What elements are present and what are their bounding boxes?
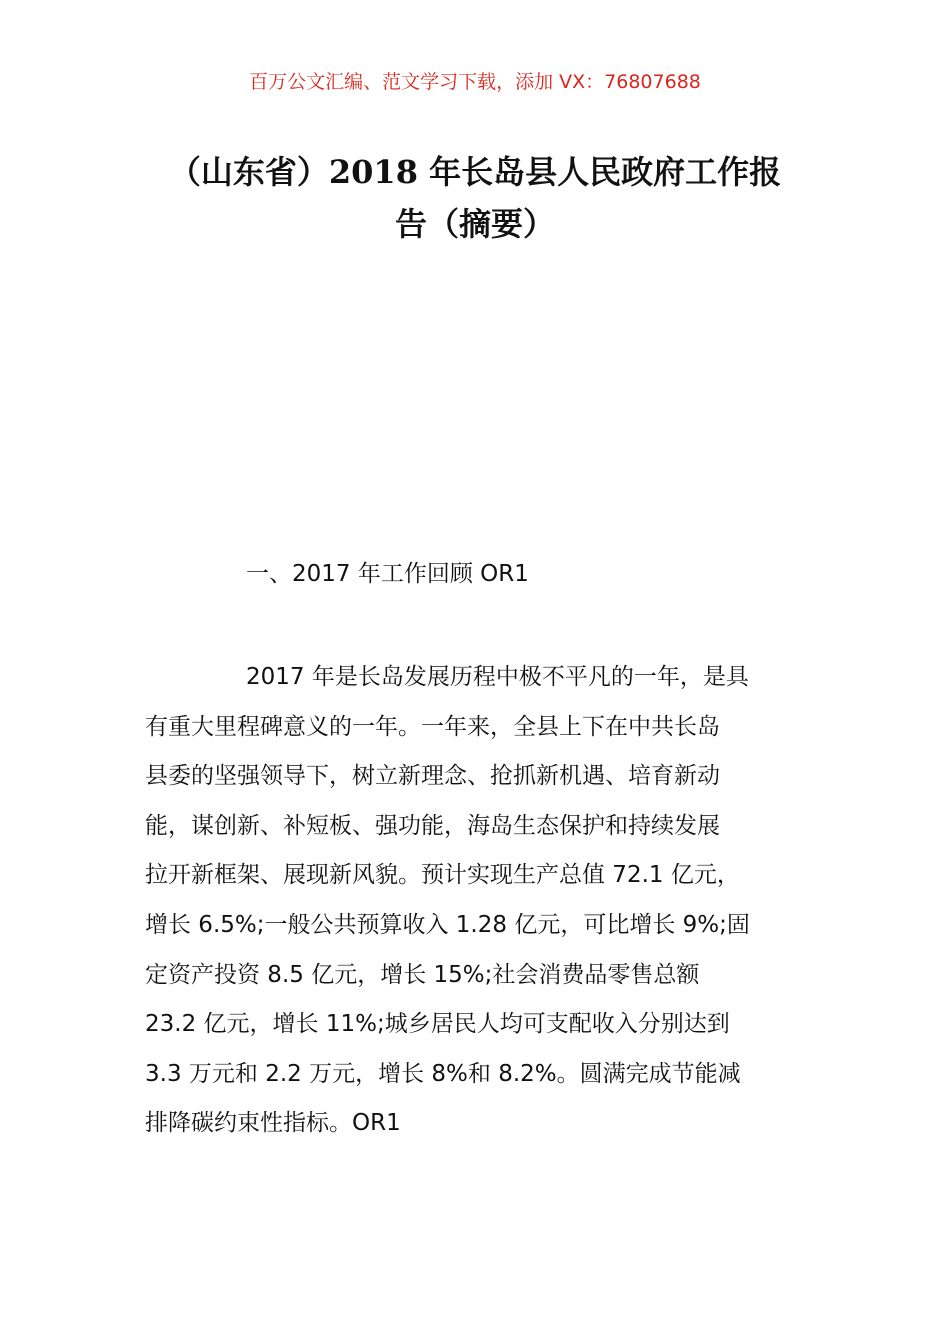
paragraph-line: 3.3 万元和 2.2 万元，增长 8%和 8.2%。圆满完成节能减 xyxy=(145,1060,741,1087)
download-notice: 百万公文汇编、范文学习下载，添加 VX：76807688 xyxy=(249,71,701,93)
paragraph-line: 县委的坚强领导下，树立新理念、抢抓新机遇、培育新动 xyxy=(145,763,720,790)
paragraph-line: 能，谋创新、补短板、强功能，海岛生态保护和持续发展 xyxy=(145,812,720,839)
paragraph-line: 2017 年是长岛发展历程中极不平凡的一年，是具 xyxy=(246,664,749,690)
paragraph-line: 定资产投资 8.5 亿元，增长 15%;社会消费品零售总额 xyxy=(145,961,700,988)
paragraph-line: 排降碳约束性指标。OR1 xyxy=(145,1110,401,1137)
paragraph-line: 有重大里程碑意义的一年。一年来，全县上下在中共长岛 xyxy=(145,713,720,740)
document-title xyxy=(120,146,830,250)
section-heading: 一、2017 年工作回顾 OR1 xyxy=(246,561,529,587)
title-line: 告（摘要） xyxy=(394,205,555,243)
title-line: （山东省）2018 年长岛县人民政府工作报 xyxy=(168,153,782,191)
body-paragraph xyxy=(145,653,810,1149)
paragraph-line: 增长 6.5%;一般公共预算收入 1.28 亿元，可比增长 9%;固 xyxy=(145,911,750,938)
paragraph-line: 23.2 亿元，增长 11%;城乡居民人均可支配收入分别达到 xyxy=(145,1011,730,1038)
paragraph-line: 拉开新框架、展现新风貌。预计实现生产总值 72.1 亿元， xyxy=(145,862,740,889)
